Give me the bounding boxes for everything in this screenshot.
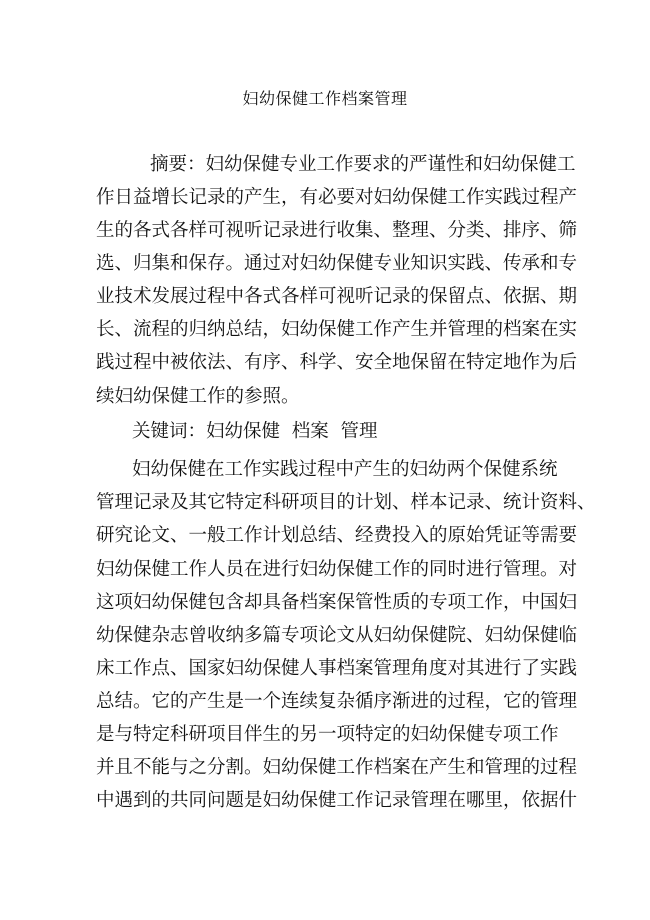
- body-line: 幼保健杂志曾收纳多篇专项论文从妇幼保健院、妇幼保健临: [96, 625, 578, 646]
- document-title: 妇幼保健工作档案管理: [242, 89, 408, 108]
- body-line: 并且不能与之分割。妇幼保健工作档案在产生和管理的过程: [96, 757, 578, 778]
- abstract-line: 摘要：妇幼保健专业工作要求的严谨性和妇幼保健工: [150, 154, 576, 175]
- body-line: 妇幼保健工作人员在进行妇幼保健工作的同时进行管理。对: [96, 559, 578, 580]
- body-line: 研究论文、一般工作计划总结、经费投入的原始凭证等需要: [96, 525, 578, 546]
- abstract-line: 选、归集和保存。通过对妇幼保健专业知识实践、传承和专: [96, 253, 578, 274]
- abstract-line: 长、流程的归纳总结，妇幼保健工作产生并管理的档案在实: [96, 319, 578, 340]
- abstract-line: 续妇幼保健工作的参照。: [96, 386, 300, 407]
- abstract-line: 作日益增长记录的产生，有必要对妇幼保健工作实践过程产: [96, 187, 578, 208]
- body-line: 妇幼保健在工作实践过程中产生的妇幼两个保健系统: [132, 459, 558, 480]
- abstract-line: 践过程中被依法、有序、科学、安全地保留在特定地作为后: [96, 352, 578, 373]
- body-line: 是与特定科研项目伴生的另一项特定的妇幼保健专项工作: [96, 724, 559, 745]
- abstract-line: 业技术发展过程中各式各样可视听记录的保留点、依据、期: [96, 286, 578, 307]
- body-line: 床工作点、国家妇幼保健人事档案管理角度对其进行了实践: [96, 658, 578, 679]
- body-line: 这项妇幼保健包含却具备档案保管性质的专项工作，中国妇: [96, 592, 578, 613]
- body-line: 管理记录及其它特定科研项目的计划、样本记录、统计资料、: [96, 492, 596, 513]
- keywords-line: 关键词：妇幼保健 档案 管理: [132, 421, 378, 442]
- body-line: 总结。它的产生是一个连续复杂循序渐进的过程，它的管理: [96, 691, 578, 712]
- abstract-line: 生的各式各样可视听记录进行收集、整理、分类、排序、筛: [96, 220, 578, 241]
- body-line: 中遇到的共同问题是妇幼保健工作记录管理在哪里，依据什: [96, 790, 578, 811]
